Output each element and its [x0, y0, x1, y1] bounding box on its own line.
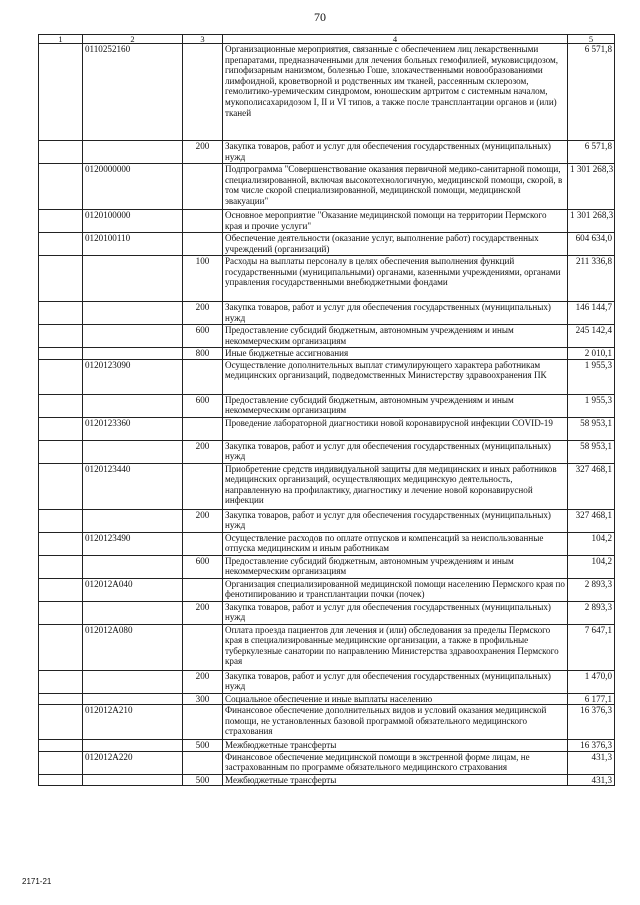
target-article-code — [83, 509, 183, 532]
row-amount: 104,2 — [568, 532, 615, 555]
row-description: Предоставление субсидий бюджетным, автономным учреждениям и иным некоммерческим организациям — [223, 394, 568, 417]
row-amount: 146 144,7 — [568, 302, 615, 325]
row-description: Иные бюджетные ассигнования — [223, 348, 568, 360]
row-amount: 1 470,0 — [568, 670, 615, 693]
table-row — [39, 394, 615, 417]
empty-cell — [39, 44, 83, 141]
expense-type-code: 600 — [183, 555, 223, 578]
row-amount: 2 010,1 — [568, 348, 615, 360]
table-row — [39, 740, 615, 752]
row-amount: 327 468,1 — [568, 463, 615, 509]
table-row — [39, 44, 615, 141]
target-article-code: 012012А080 — [83, 624, 183, 670]
expense-type-code: 500 — [183, 774, 223, 786]
row-description: Расходы на выплаты персоналу в целях обеспечения выполнения функций государственными (муниципальными) органами, казенными учреждениями, органами управления государственными внебюджетными фондами — [223, 256, 568, 302]
row-amount: 1 301 268,3 — [568, 210, 615, 233]
empty-cell — [39, 463, 83, 509]
empty-cell — [39, 670, 83, 693]
expense-type-code: 200 — [183, 141, 223, 164]
row-description: Закупка товаров, работ и услуг для обеспечения государственных (муниципальных) нужд — [223, 509, 568, 532]
target-article-code — [83, 141, 183, 164]
expense-type-code — [183, 210, 223, 233]
table-row — [39, 555, 615, 578]
table-row — [39, 359, 615, 394]
empty-cell — [39, 705, 83, 740]
table-row — [39, 141, 615, 164]
row-description: Организация специализированной медицинской помощи населению Пермского края по фенотипированию и трансплантации почки (почек) — [223, 578, 568, 601]
row-description: Закупка товаров, работ и услуг для обеспечения государственных (муниципальных) нужд — [223, 141, 568, 164]
target-article-code — [83, 348, 183, 360]
table-row — [39, 440, 615, 463]
row-description: Межбюджетные трансферты — [223, 740, 568, 752]
row-description: Оплата проезда пациентов для лечения и (или) обследования за пределы Пермского края в специализированные медицинские организации, а также в профильные туберкулезные санатории по направлению Министерства здравоохранения Пермского края — [223, 624, 568, 670]
header-col-2: 2 — [83, 35, 183, 44]
row-amount: 1 301 268,3 — [568, 164, 615, 210]
target-article-code: 0120000000 — [83, 164, 183, 210]
expense-type-code — [183, 417, 223, 440]
row-description: Закупка товаров, работ и услуг для обеспечения государственных (муниципальных) нужд — [223, 601, 568, 624]
expense-type-code: 200 — [183, 302, 223, 325]
expense-type-code: 200 — [183, 509, 223, 532]
target-article-code: 0120123360 — [83, 417, 183, 440]
row-description: Социальное обеспечение и иные выплаты населению — [223, 693, 568, 705]
row-amount: 1 955,3 — [568, 359, 615, 394]
table-row — [39, 417, 615, 440]
row-amount: 2 893,3 — [568, 601, 615, 624]
table-row — [39, 164, 615, 210]
expense-type-code: 600 — [183, 325, 223, 348]
empty-cell — [39, 751, 83, 774]
row-description: Финансовое обеспечение медицинской помощи в экстренной форме лицам, не застрахованным по программе обязательного медицинского страхования — [223, 751, 568, 774]
empty-cell — [39, 624, 83, 670]
row-amount: 58 953,1 — [568, 440, 615, 463]
expense-type-code — [183, 751, 223, 774]
expense-type-code — [183, 578, 223, 601]
empty-cell — [39, 164, 83, 210]
table-row — [39, 302, 615, 325]
table-row — [39, 325, 615, 348]
row-description: Закупка товаров, работ и услуг для обеспечения государственных (муниципальных) нужд — [223, 440, 568, 463]
empty-cell — [39, 302, 83, 325]
expense-type-code: 800 — [183, 348, 223, 360]
header-col-5: 5 — [568, 35, 615, 44]
target-article-code — [83, 601, 183, 624]
row-description: Предоставление субсидий бюджетным, автономным учреждениям и иным некоммерческим организациям — [223, 555, 568, 578]
empty-cell — [39, 509, 83, 532]
table-row — [39, 509, 615, 532]
table-header-row — [39, 35, 615, 44]
budget-table — [38, 34, 615, 786]
row-amount: 1 955,3 — [568, 394, 615, 417]
table-row — [39, 705, 615, 740]
header-col-4: 4 — [223, 35, 568, 44]
table-row — [39, 670, 615, 693]
table-row — [39, 348, 615, 360]
empty-cell — [39, 601, 83, 624]
empty-cell — [39, 555, 83, 578]
empty-cell — [39, 141, 83, 164]
empty-cell — [39, 417, 83, 440]
expense-type-code — [183, 624, 223, 670]
row-description: Финансовое обеспечение дополнительных видов и условий оказания медицинской помощи, не установленных базовой программой обязательного медицинского страхования — [223, 705, 568, 740]
row-description: Подпрограмма "Совершенствование оказания первичной медико-санитарной помощи, специализированной, включая высокотехнологичную, медицинской помощи, скорой, в том числе скорой специализированной, медицинской помощи, медицинской эвакуации" — [223, 164, 568, 210]
target-article-code — [83, 325, 183, 348]
row-amount: 104,2 — [568, 555, 615, 578]
expense-type-code: 600 — [183, 394, 223, 417]
target-article-code — [83, 774, 183, 786]
empty-cell — [39, 348, 83, 360]
empty-cell — [39, 256, 83, 302]
row-amount: 431,3 — [568, 774, 615, 786]
table-row — [39, 256, 615, 302]
empty-cell — [39, 774, 83, 786]
empty-cell — [39, 693, 83, 705]
target-article-code — [83, 693, 183, 705]
page-number: 70 — [314, 10, 326, 24]
expense-type-code — [183, 164, 223, 210]
target-article-code — [83, 555, 183, 578]
row-description: Закупка товаров, работ и услуг для обеспечения государственных (муниципальных) нужд — [223, 302, 568, 325]
row-amount: 58 953,1 — [568, 417, 615, 440]
row-amount: 245 142,4 — [568, 325, 615, 348]
row-description: Обеспечение деятельности (оказание услуг, выполнение работ) государственных учреждений (организаций) — [223, 233, 568, 256]
empty-cell — [39, 394, 83, 417]
expense-type-code: 500 — [183, 740, 223, 752]
empty-cell — [39, 440, 83, 463]
target-article-code — [83, 670, 183, 693]
target-article-code — [83, 440, 183, 463]
empty-cell — [39, 210, 83, 233]
target-article-code — [83, 740, 183, 752]
target-article-code: 0110252160 — [83, 44, 183, 141]
table-row — [39, 578, 615, 601]
expense-type-code: 100 — [183, 256, 223, 302]
table-row — [39, 463, 615, 509]
expense-type-code — [183, 233, 223, 256]
table-row — [39, 233, 615, 256]
row-amount: 6 571,8 — [568, 44, 615, 141]
expense-type-code: 300 — [183, 693, 223, 705]
row-amount: 16 376,3 — [568, 740, 615, 752]
expense-type-code — [183, 463, 223, 509]
empty-cell — [39, 233, 83, 256]
table-row — [39, 532, 615, 555]
target-article-code — [83, 302, 183, 325]
expense-type-code — [183, 44, 223, 141]
empty-cell — [39, 532, 83, 555]
table-row — [39, 751, 615, 774]
row-description: Предоставление субсидий бюджетным, автономным учреждениям и иным некоммерческим организациям — [223, 325, 568, 348]
row-amount: 6 177,1 — [568, 693, 615, 705]
row-amount: 2 893,3 — [568, 578, 615, 601]
empty-cell — [39, 740, 83, 752]
row-amount: 6 571,8 — [568, 141, 615, 164]
row-description: Межбюджетные трансферты — [223, 774, 568, 786]
target-article-code: 0120123440 — [83, 463, 183, 509]
target-article-code: 012012А040 — [83, 578, 183, 601]
target-article-code: 0120100110 — [83, 233, 183, 256]
header-col-3: 3 — [183, 35, 223, 44]
table-row — [39, 210, 615, 233]
table-row — [39, 693, 615, 705]
row-amount: 16 376,3 — [568, 705, 615, 740]
target-article-code: 0120100000 — [83, 210, 183, 233]
row-description: Приобретение средств индивидуальной защиты для медицинских и иных работников медицинских организаций, осуществляющих медицинскую деятельность, направленную на профилактику, диагностику и лечение новой коронавирусной инфекции — [223, 463, 568, 509]
empty-cell — [39, 359, 83, 394]
empty-cell — [39, 578, 83, 601]
row-amount: 211 336,8 — [568, 256, 615, 302]
expense-type-code — [183, 705, 223, 740]
target-article-code — [83, 394, 183, 417]
row-description: Осуществление дополнительных выплат стимулирующего характера работникам медицинских организаций, подведомственных Министерству здравоохранения ПК — [223, 359, 568, 394]
empty-cell — [39, 325, 83, 348]
row-amount: 604 634,0 — [568, 233, 615, 256]
row-description: Организационные мероприятия, связанные с обеспечением лиц лекарственными препаратами, предназначенными для лечения больных гемофилией, муковисцидозом, гипофизарным нанизмом, болезнью Гоше, злокачественными новообразованиями лимфоидной, кроветворной и родственных им тканей, рассеянным склерозом, гемолитико-уремическим синдромом, юношеским артритом с системным началом, мукополисахаридозом I, II и VI типов, а также после трансплантации органов и (или) тканей — [223, 44, 568, 141]
expense-type-code: 200 — [183, 601, 223, 624]
expense-type-code: 200 — [183, 670, 223, 693]
row-amount: 431,3 — [568, 751, 615, 774]
target-article-code: 012012А210 — [83, 705, 183, 740]
target-article-code: 0120123090 — [83, 359, 183, 394]
header-col-1: 1 — [39, 35, 83, 44]
document-code: 2171-21 — [22, 877, 52, 886]
expense-type-code — [183, 359, 223, 394]
table-row — [39, 601, 615, 624]
target-article-code: 012012А220 — [83, 751, 183, 774]
target-article-code: 0120123490 — [83, 532, 183, 555]
target-article-code — [83, 256, 183, 302]
expense-type-code — [183, 532, 223, 555]
row-description: Осуществление расходов по оплате отпусков и компенсаций за неиспользованные отпуска медицинским и иным работникам — [223, 532, 568, 555]
table-row — [39, 624, 615, 670]
row-amount: 7 647,1 — [568, 624, 615, 670]
row-description: Закупка товаров, работ и услуг для обеспечения государственных (муниципальных) нужд — [223, 670, 568, 693]
row-description: Проведение лабораторной диагностики новой коронавирусной инфекции COVID-19 — [223, 417, 568, 440]
row-amount: 327 468,1 — [568, 509, 615, 532]
row-description: Основное мероприятие "Оказание медицинской помощи на территории Пермского края и прочие услуги" — [223, 210, 568, 233]
table-row — [39, 774, 615, 786]
expense-type-code: 200 — [183, 440, 223, 463]
